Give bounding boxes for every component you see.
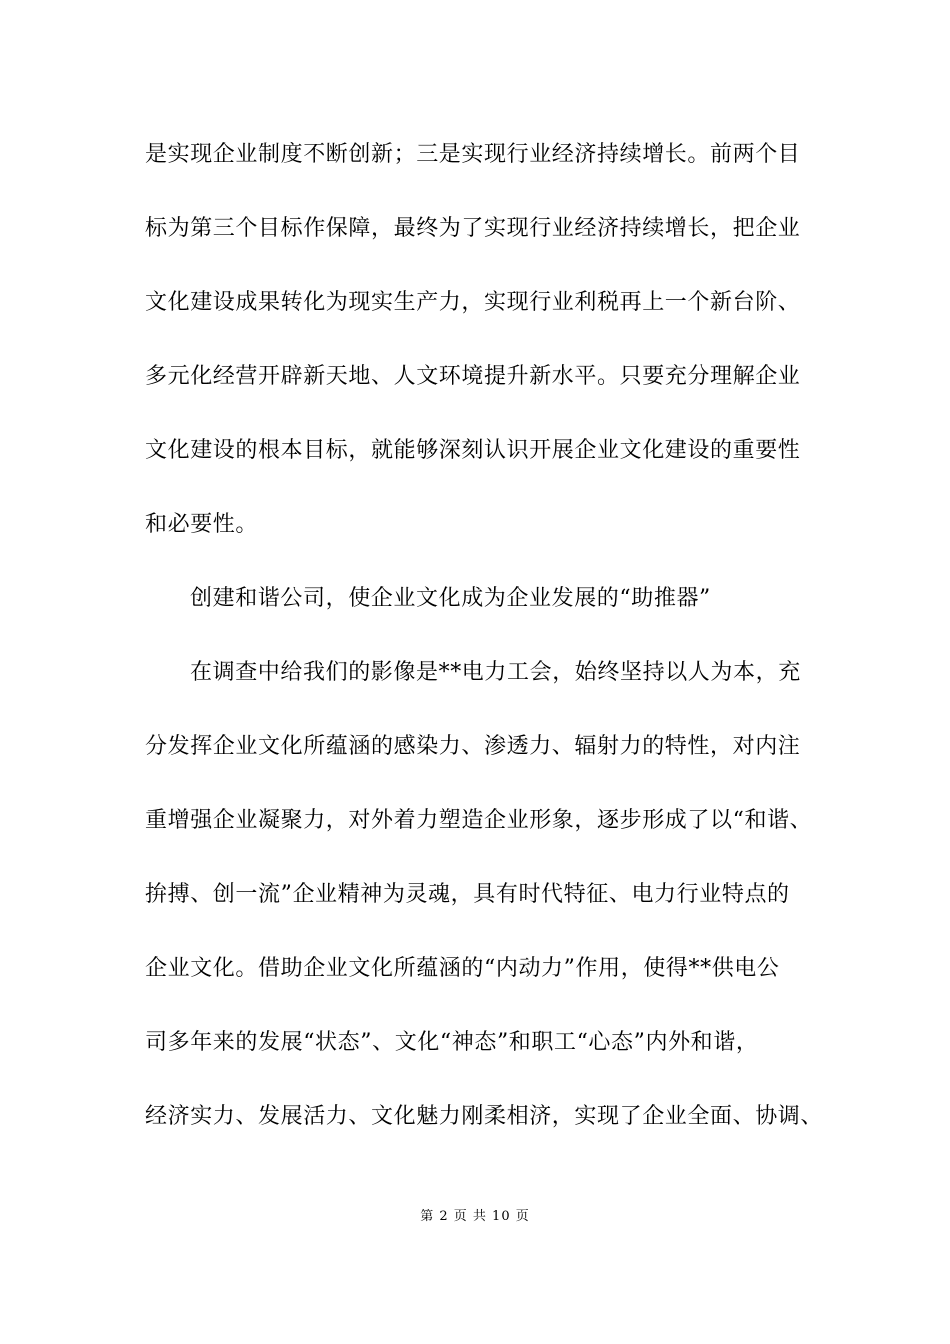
text-line: 企业文化。借助企业文化所蕴涵的“内动力”作用，使得**供电公 <box>145 956 780 981</box>
text-line: 标为第三个目标作保障，最终为了实现行业经济持续增长，把企业 <box>145 216 801 241</box>
text-line: 司多年来的发展“状态”、文化“神态”和职工“心态”内外和谐， <box>145 1030 759 1055</box>
section-heading: 创建和谐公司，使企业文化成为企业发展的“助推器” <box>190 586 711 611</box>
text-line: 重增强企业凝聚力，对外着力塑造企业形象，逐步形成了以“和谐、 <box>145 808 813 833</box>
page-number-footer: 第 2 页 共 10 页 <box>420 1209 530 1224</box>
text-line: 和必要性。 <box>145 512 259 537</box>
text-line: 在调查中给我们的影像是**电力工会，始终坚持以人为本，充 <box>190 660 801 685</box>
text-line: 文化建设成果转化为现实生产力，实现行业利税再上一个新台阶、 <box>145 290 801 315</box>
text-line: 文化建设的根本目标，就能够深刻认识开展企业文化建设的重要性 <box>145 438 801 463</box>
text-line: 多元化经营开辟新天地、人文环境提升新水平。只要充分理解企业 <box>145 364 801 389</box>
text-line: 拚搏、创一流”企业精神为灵魂，具有时代特征、电力行业特点的 <box>145 882 790 907</box>
text-line: 经济实力、发展活力、文化魅力刚柔相济，实现了企业全面、协调、 <box>145 1104 824 1129</box>
text-line: 分发挥企业文化所蕴涵的感染力、渗透力、辐射力的特性，对内注 <box>145 734 801 759</box>
text-line: 是实现企业制度不断创新；三是实现行业经济持续增长。前两个目 <box>145 142 801 167</box>
